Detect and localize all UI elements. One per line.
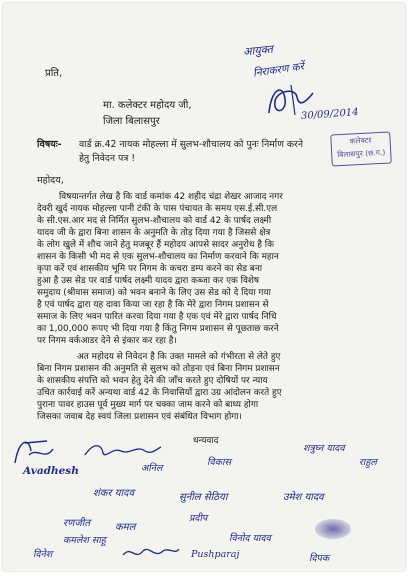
signature-name: विनोद यादव: [229, 533, 271, 544]
prati-label: प्रति,: [45, 68, 63, 79]
signature-name: रणजीत: [63, 518, 91, 529]
body-line: समुदाय (श्रीवास समाज) को भवन बनाने के लिए उस सेड को दे दिया गया: [37, 288, 271, 298]
handwritten-note-line-2: निराकरण करें: [252, 60, 305, 80]
signature-name: प्रदीप: [189, 513, 208, 524]
signature-name: दिनेश: [33, 549, 53, 560]
stamp-line-1: कलेक्टर: [349, 135, 372, 146]
letter-page: [3, 3, 405, 571]
body-line: का 1,00,000 रूपए भी दिया गया है किंतु निगम प्रशासन से पूछताछ करने: [37, 324, 279, 334]
signature-name: सुनील सेठिया: [179, 492, 228, 503]
signature-scribble-icon: [11, 433, 57, 469]
body-line: कृपा करें एवं शासकीय भूमि पर निगम के कचरा डम्प करने का सेड बना: [37, 264, 263, 274]
closing-text: धन्यवाद: [193, 436, 219, 446]
body-line: के शासकीय संपत्ति को भवन हेतु देने की जाँच करते हुए दोषियों पर न्याय: [37, 376, 268, 386]
body-line: पुराना पावर हाउस पूर्व मुख्य मार्ग पर चक्का जाम करने को बाध्य होगा: [37, 400, 259, 410]
subject-line-1: वार्ड क्र.42 नायक मोहल्ला में सुलभ-शौचालय को पुनः निर्माण करने: [79, 139, 303, 150]
salutation: महोदय,: [37, 175, 64, 186]
body-line: के लोग खुले में शौच जाने हेतु मजबूर हैं महोदय आपसे सादर अनुरोध है कि: [37, 240, 274, 250]
subject-line-2: हेतु निवेदन पत्र !: [79, 153, 136, 164]
signature-name: कमलेश साहू: [63, 535, 106, 546]
body-line: जिसका जवाब देह स्वयं जिला प्रशासन एवं संबंधित विभाग होगा।: [37, 412, 242, 422]
officer-signature-icon: [261, 79, 321, 119]
signature-name: दिपक: [309, 553, 330, 564]
ink-smudge: [315, 519, 351, 539]
body-line: है एवं पार्षद द्वारा यह दावा किया जा रहा है कि मेरे द्वारा निगम प्रशासन से: [37, 300, 269, 310]
stamp-line-2: बिलासपुर (छ.ग.): [336, 147, 386, 160]
signature-name: राहुल: [359, 457, 377, 468]
body-line: शासन के किसी भी मद से एक सुलभ-शौचालय का निर्माण करवाने कि महान: [37, 252, 279, 262]
signature-name: शत्रुघ्न यादव: [303, 443, 345, 454]
signature-name: कमल: [115, 522, 136, 533]
handwritten-date: 30/09/2014: [300, 107, 359, 122]
body-line: समाज के लिए भवन पारित करवा दिया गया है एक एवं मेरे द्वारा पार्षद निधि: [37, 312, 277, 322]
signature-scribble-icon: [83, 441, 163, 461]
body-line: बिना निगम प्रशासन की अनुमति से सुलभ को तोड़ना एवं बिना निगम प्रशासन: [37, 364, 280, 374]
body-line: देवरी खुर्द नायक मोहल्ला पानी टंकी के पास पंचायत के समय एस.ई.सी.एल: [37, 204, 278, 214]
signature-name: Pushparaj: [191, 549, 240, 560]
signature-name: अनिल: [141, 463, 163, 474]
collector-stamp: [330, 131, 392, 166]
signature-name: विकास: [207, 457, 231, 468]
body-line: विषयान्तर्गत लेख है कि वार्ड कमांक 42 शहीद चंद्रा शेखर आजाद नगर: [59, 192, 283, 202]
signature-name: Avadhesh: [23, 465, 79, 477]
signature-name: शंकर यादव: [93, 488, 135, 499]
body-line: हुआ है उस सेड पर वार्ड पार्षद लक्ष्मी यादव द्वारा कब्जा कर एक विशेष: [37, 276, 260, 286]
address-line-1: मा. कलेक्टर महोदय जी,: [103, 100, 192, 111]
body-line: यादव जी के द्वारा बिना शासन के अनुमति के तोड़ दिया गया है जिससे क्षेत्र: [37, 228, 271, 238]
subject-label: विषयः-: [37, 139, 62, 150]
body-line: के सी.एस.आर मद से निर्मित सुलभ-शौचालय को वार्ड 42 के पार्षद लक्ष्मी: [37, 216, 272, 226]
signature-scribble-icon: [121, 543, 181, 563]
body-line: उचित कार्रवाई करें अन्यथा वार्ड 42 के निवासियों द्वारा उग्र आंदोलन करते हुए: [37, 388, 282, 398]
handwritten-note-line-1: आयुक्त: [242, 42, 274, 59]
body-line: अत महोदय से निवेदन है कि उक्त मामले को गंभीरता से लेते हुए: [77, 352, 281, 362]
address-line-2: जिला बिलासपुर: [103, 116, 160, 127]
signature-name: उमेश यादव: [283, 492, 324, 503]
body-line: पर निगम वर्कआडर देने से इंकार कर रहा है।: [37, 336, 177, 346]
